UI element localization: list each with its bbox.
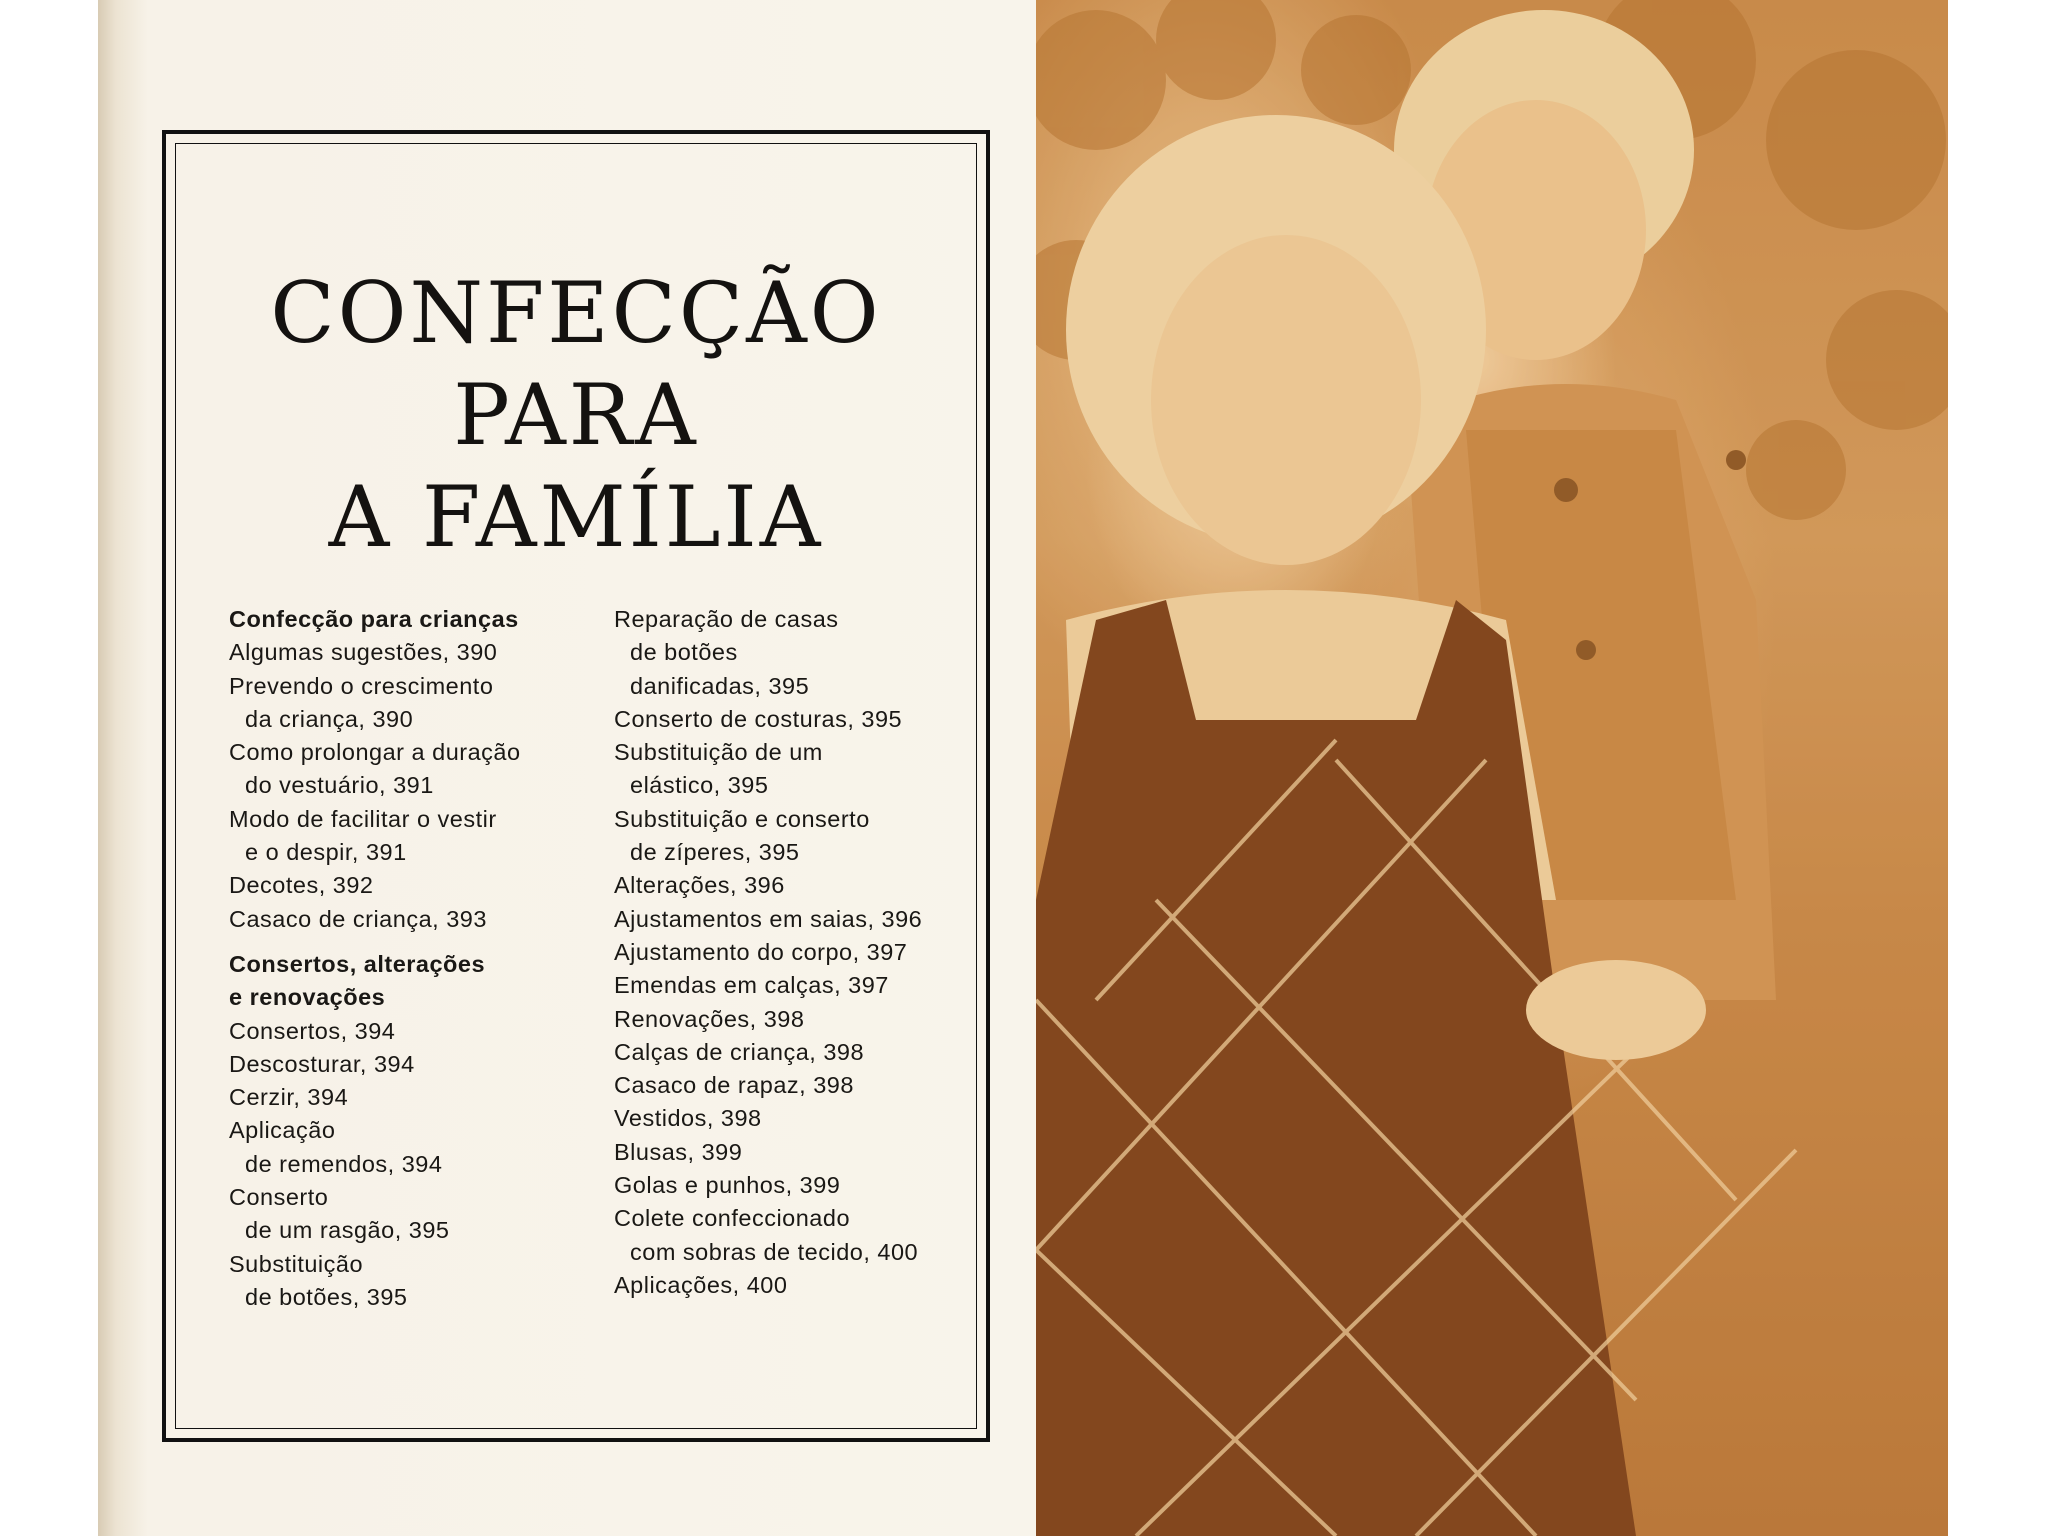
- contents-entry: [229, 869, 609, 902]
- contents-entry-line: e o despir, 391: [245, 839, 407, 866]
- contents-entry-line: Blusas, 399: [614, 1138, 743, 1165]
- contents-entry-line: de um rasgão, 395: [245, 1217, 450, 1244]
- contents-entry-line: Substituição e conserto: [614, 805, 870, 832]
- contents-entry-line: Ajustamento do corpo, 397: [614, 938, 908, 965]
- contents-entry-line: Emendas em calças, 397: [614, 972, 889, 999]
- contents-column-2: [614, 603, 994, 1302]
- contents-entry: [614, 869, 994, 902]
- contents-entry-line: Aplicação: [229, 1117, 336, 1144]
- contents-entry: [614, 803, 994, 870]
- contents-entry-line: Algumas sugestões, 390: [229, 639, 498, 666]
- section-heading: Consertos, alterações: [229, 950, 486, 977]
- contents-entry: [229, 803, 609, 870]
- contents-entry: [229, 1048, 609, 1081]
- contents-entry-line: com sobras de tecido, 400: [630, 1238, 919, 1265]
- contents-entry-line: Reparação de casas: [614, 606, 839, 632]
- contents-entry: [614, 936, 994, 969]
- contents-entry-line: Descosturar, 394: [229, 1050, 415, 1077]
- contents-entry-line: Substituição: [229, 1250, 364, 1277]
- contents-entry-line: Aplicações, 400: [614, 1271, 788, 1298]
- contents-entry: [229, 736, 609, 803]
- contents-entry-line: Como prolongar a duração: [229, 739, 521, 766]
- contents-entry: [614, 703, 994, 736]
- contents-entry-line: Conserto de costuras, 395: [614, 705, 903, 732]
- contents-entry: [614, 1003, 994, 1036]
- contents-entry-line: Consertos, 394: [229, 1017, 396, 1044]
- contents-entry: [614, 1202, 994, 1269]
- contents-entry: [229, 1081, 609, 1114]
- contents-entry-line: elástico, 395: [630, 772, 769, 799]
- contents-entry-line: Calças de criança, 398: [614, 1038, 865, 1065]
- contents-entry-line: Substituição de um: [614, 739, 823, 766]
- contents-entry-line: de remendos, 394: [245, 1150, 443, 1177]
- contents-entry-line: Colete confeccionado: [614, 1205, 851, 1232]
- contents-entry-line: Modo de facilitar o vestir: [229, 805, 497, 832]
- contents-entry: [614, 603, 994, 703]
- contents-entry-line: de botões, 395: [245, 1283, 408, 1310]
- contents-entry-line: Casaco de rapaz, 398: [614, 1072, 854, 1099]
- contents-entry: [614, 1136, 994, 1169]
- contents-entry-line: Golas e punhos, 399: [614, 1172, 841, 1199]
- contents-entry-line: Vestidos, 398: [614, 1105, 762, 1132]
- book-spread: [98, 0, 1948, 1536]
- contents-entry: [229, 903, 609, 936]
- chapter-title-line-2: PARA: [453, 366, 699, 464]
- contents-entry-line: da criança, 390: [245, 705, 414, 732]
- chapter-title-line-3: A FAMÍLIA: [328, 468, 824, 566]
- contents-entry-line: Conserto: [229, 1184, 329, 1211]
- contents-entry-line: Prevendo o crescimento: [229, 672, 494, 699]
- contents-entry: [614, 903, 994, 936]
- left-page: [98, 0, 1036, 1536]
- chapter-title: [176, 262, 976, 568]
- contents-entry-line: Cerzir, 394: [229, 1084, 349, 1111]
- contents-entry-line: Ajustamentos em saias, 396: [614, 905, 923, 932]
- contents-entry: [229, 1015, 609, 1048]
- contents-entry-line: Alterações, 396: [614, 872, 785, 899]
- contents-entry: [229, 1181, 609, 1248]
- contents-entry-line: Renovações, 398: [614, 1005, 805, 1032]
- contents-entry-line: Decotes, 392: [229, 872, 374, 899]
- contents-entry-line: de botões: [630, 639, 738, 666]
- contents-entry: [229, 1248, 609, 1315]
- contents-column-1: [229, 603, 609, 1314]
- contents-entry-line: de zíperes, 395: [630, 839, 800, 866]
- chapter-title-line-1: CONFECÇÃO: [270, 264, 882, 362]
- contents-entry: [614, 1036, 994, 1069]
- contents-entry-line: do vestuário, 391: [245, 772, 434, 799]
- contents-entry: [614, 1069, 994, 1102]
- photo-two-children: [1036, 0, 1948, 1536]
- contents-entry: [229, 1114, 609, 1181]
- contents-entry: [614, 736, 994, 803]
- contents-entry: [229, 636, 609, 669]
- contents-entry: [614, 1169, 994, 1202]
- section-heading: Confecção para crianças: [229, 606, 519, 632]
- section-heading: e renovações: [229, 984, 386, 1011]
- contents-entry: [614, 1269, 994, 1302]
- contents-entry: [614, 969, 994, 1002]
- photo-illustration: [1036, 0, 1948, 1536]
- section-gap: [229, 936, 609, 948]
- page-frame-inner: [175, 143, 977, 1429]
- contents-entry-line: danificadas, 395: [630, 672, 810, 699]
- page-frame: [162, 130, 990, 1442]
- contents-entry: [614, 1102, 994, 1135]
- contents-entry: [229, 670, 609, 737]
- contents-entry-line: Casaco de criança, 393: [229, 905, 487, 932]
